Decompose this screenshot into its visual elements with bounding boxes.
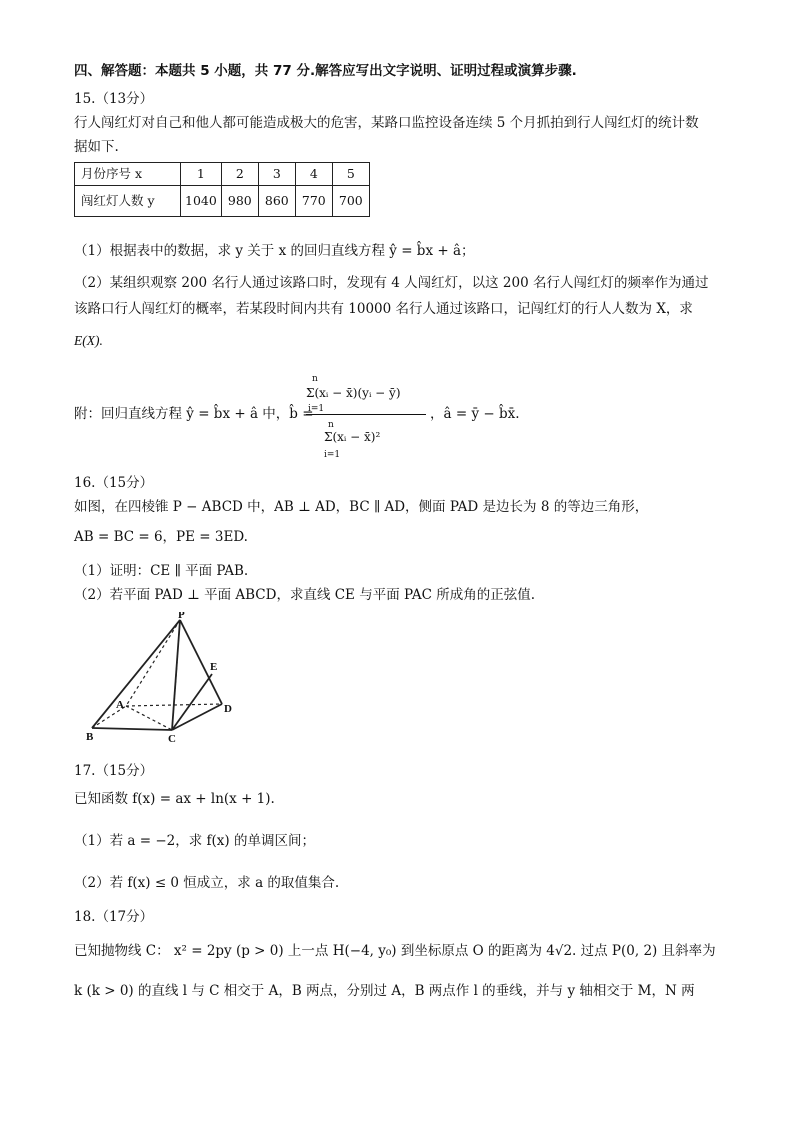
table-cell: 980 (221, 186, 258, 217)
table-header-y: 闯红灯人数 y (75, 186, 181, 217)
table-cell: 860 (258, 186, 295, 217)
q17-part2: （2）若 f(x) ≤ 0 恒成立，求 a 的取值集合. (74, 875, 340, 891)
q18-stem-line1: 已知抛物线 C： x² = 2py (p > 0) 上一点 H(−4, y₀) 到坐标原点 O 的距离为 4√2. 过点 P(0, 2) 且斜率为 (74, 943, 716, 959)
q16-part2: （2）若平面 PAD ⊥ 平面 ABCD，求直线 CE 与平面 PAC 所成角的正弦值. (74, 587, 536, 603)
section-heading: 四、解答题：本题共 5 小题，共 77 分.解答应写出文字说明、证明过程或演算步骤. (74, 63, 577, 79)
vertex-label-A: A (116, 699, 124, 711)
q16-stem-line2: AB = BC = 6，PE = 3ED. (74, 529, 248, 545)
q17-number: 17.（15分） (74, 763, 154, 779)
q15-stem-line1: 行人闯红灯对自己和他人都可能造成极大的危害，某路口监控设备连续 5 个月抓拍到行人闯红灯的统计数 (74, 115, 699, 131)
table-cell: 2 (221, 163, 258, 186)
q15-number: 15.（13分） (74, 91, 154, 107)
vertex-label-P: P (178, 612, 185, 621)
q18-stem-line2: k (k > 0) 的直线 l 与 C 相交于 A，B 两点，分别过 A，B 两点作 l 的垂线，并与 y 轴相交于 M，N 两 (74, 983, 695, 999)
q15-part2-line3: E(X). (74, 333, 103, 348)
table-cell: 4 (295, 163, 332, 186)
table-cell: 5 (332, 163, 369, 186)
pyramid-figure (74, 612, 244, 742)
sum-upper-limit: n (328, 420, 334, 430)
q15-part2-line1: （2）某组织观察 200 名行人通过该路口时，发现有 4 人闯红灯，以这 200 名行人闯红灯的频率作为通过 (74, 275, 709, 291)
appendix-numerator: Σ(xᵢ − x̄)(yᵢ − ȳ) (306, 386, 401, 400)
fraction-bar (306, 414, 426, 415)
table-row (75, 163, 370, 186)
q15-appendix-prefix: 附：回归直线方程 ŷ = b̂x + â 中，b̂ = (74, 406, 314, 422)
vertex-label-B: B (86, 731, 94, 742)
vertex-label-C: C (168, 733, 176, 742)
q16-stem-line1: 如图，在四棱锥 P − ABCD 中，AB ⊥ AD，BC ∥ AD，侧面 PAD 是边长为 8 的等边三角形， (74, 499, 649, 515)
sum-lower-limit: i=1 (324, 450, 341, 460)
sum-upper-limit: n (312, 374, 318, 384)
q15-part1: （1）根据表中的数据，求 y 关于 x 的回归直线方程 ŷ = b̂x + â； (74, 243, 475, 259)
table-cell: 700 (332, 186, 369, 217)
table-header-x: 月份序号 x (75, 163, 181, 186)
q15-stem-line2: 据如下. (74, 139, 119, 155)
vertex-label-D: D (224, 703, 232, 715)
vertex-label-E: E (210, 661, 218, 673)
q16-number: 16.（15分） (74, 475, 154, 491)
appendix-denominator: Σ(xᵢ − x̄)² (324, 430, 381, 444)
table-cell: 1 (181, 163, 222, 186)
table-cell: 3 (258, 163, 295, 186)
q17-part1: （1）若 a = −2，求 f(x) 的单调区间； (74, 833, 315, 849)
q18-number: 18.（17分） (74, 909, 154, 925)
table-row (75, 186, 370, 217)
table-cell: 1040 (181, 186, 222, 217)
table-cell: 770 (295, 186, 332, 217)
q15-data-table (74, 162, 370, 217)
q15-part2-line2: 该路口行人闯红灯的概率，若某段时间内共有 10000 名行人通过该路口，记闯红灯的行人人数为 X，求 (74, 301, 693, 317)
q15-appendix-suffix: ，â = ȳ − b̂x̄. (430, 406, 520, 422)
q17-stem: 已知函数 f(x) = ax + ln(x + 1). (74, 791, 275, 807)
sum-lower-limit: i=1 (308, 404, 325, 414)
q16-part1: （1）证明：CE ∥ 平面 PAB. (74, 563, 249, 579)
